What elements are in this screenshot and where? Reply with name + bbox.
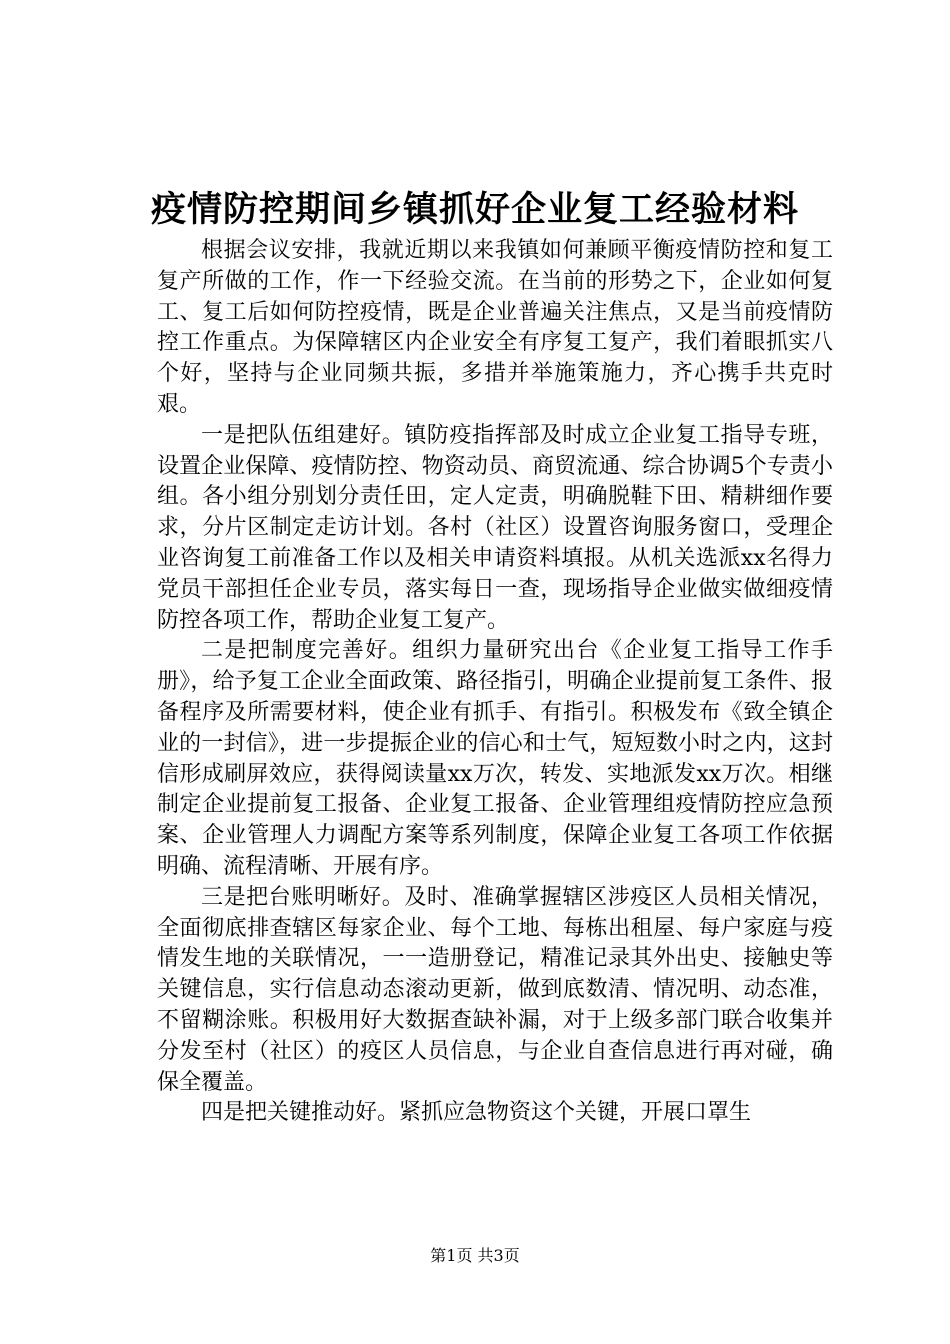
paragraph-system: 二是把制度完善好。组织力量研究出台《企业复工指导工作手册》，给予复工企业全面政策、路径指引，明确企业提前复工条件、报备程序及所需要材料，使企业有抓手、有指引。积极发布《致全镇企业的一封信》，进一步提振企业的信心和士气，短短数小时之内，这封信形成刷屏效应，获得阅读量xx万次，转发、实地派发xx万次。相继制定企业提前复工报备、企业复工报备、企业管理组疫情防控应急预案、企业管理人力调配方案等系列制度，保障企业复工各项工作依据明确、流程清晰、开展有序。: [157, 638, 833, 879]
document-title: 疫情防控期间乡镇抓好企业复工经验材料: [150, 189, 799, 230]
paragraph-ledger: 三是把台账明晰好。及时、准确掌握辖区涉疫区人员相关情况，全面彻底排查辖区每家企业、每个工地、每栋出租屋、每户家庭与疫情发生地的关联情况，一一造册登记，精准记录其外出史、接触史等关键信息，实行信息动态滚动更新，做到底数清、情况明、动态准，不留糊涂账。积极用好大数据查缺补漏，对于上级多部门联合收集并分发至村（社区）的疫区人员信息，与企业自查信息进行再对碰，确保全覆盖。: [157, 884, 833, 1095]
document-body: [157, 236, 833, 1129]
page-number-footer: 第1页 共3页: [430, 1246, 520, 1265]
paragraph-intro: 根据会议安排，我就近期以来我镇如何兼顾平衡疫情防控和复工复产所做的工作，作一下经验交流。在当前的形势之下，企业如何复工、复工后如何防控疫情，既是企业普遍关注焦点，又是当前疫情防控工作重点。为保障辖区内企业安全有序复工复产，我们着眼抓实八个好，坚持与企业同频共振，多措并举施策施力，齐心携手共克时艰。: [157, 238, 833, 417]
paragraph-team: 一是把队伍组建好。镇防疫指挥部及时成立企业复工指导专班，设置企业保障、疫情防控、物资动员、商贸流通、综合协调5个专责小组。各小组分别划分责任田，定人定责，明确脱鞋下田、精耕细作要求，分片区制定走访计划。各村（社区）设置咨询服务窗口，受理企业咨询复工前准备工作以及相关申请资料填报。从机关选派xx名得力党员干部担任企业专员，落实每日一查，现场指导企业做实做细疫情防控各项工作，帮助企业复工复产。: [157, 422, 833, 633]
paragraph-key: 四是把关键推动好。紧抓应急物资这个关键，开展口罩生: [201, 1100, 752, 1126]
